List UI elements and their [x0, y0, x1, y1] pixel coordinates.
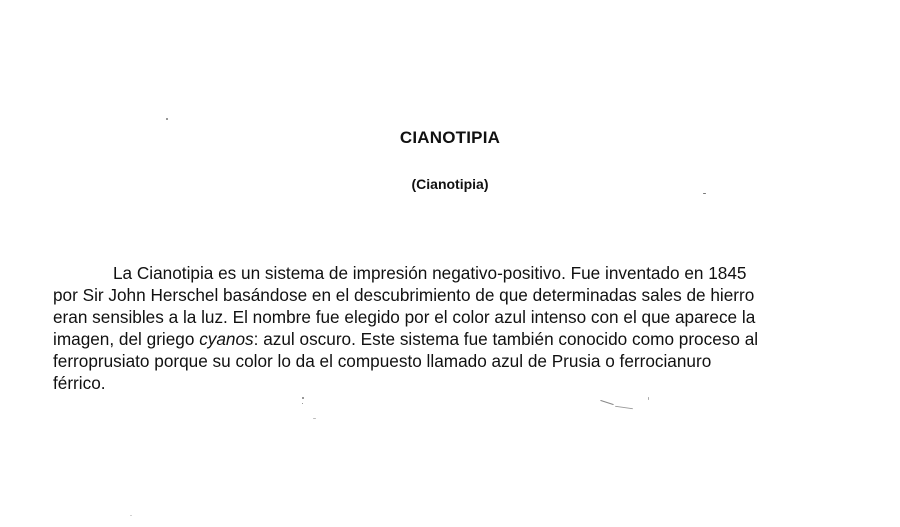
paragraph-line-2: por Sir John Herschel basándose en el descubrimiento de que determinadas sales de hierro — [53, 285, 755, 305]
scan-speck — [130, 515, 132, 516]
paragraph-line-1: La Cianotipia es un sistema de impresión negativo-positivo. Fue inventado en 1845 — [113, 263, 747, 283]
scan-speck — [648, 397, 649, 400]
scan-speck — [313, 418, 316, 419]
paragraph-line-4-start: imagen, del griego — [53, 329, 200, 349]
document-title: CIANOTIPIA — [399, 128, 501, 147]
greek-term: cyanos — [199, 329, 254, 349]
paragraph-line-3: eran sensibles a la luz. El nombre fue elegido por el color azul intenso con el que aparece la — [53, 307, 756, 327]
paragraph-line-6: férrico. — [53, 373, 106, 393]
document-subtitle: (Cianotipia) — [411, 176, 489, 192]
paragraph-line-5: ferroprusiato porque su color lo da el compuesto llamado azul de Prusia o ferrocianuro — [53, 351, 712, 371]
paragraph-line-4-end: : azul oscuro. Este sistema fue también conocido como proceso al — [253, 329, 759, 349]
scan-speck — [600, 400, 614, 405]
paragraph-line-4 — [53, 328, 853, 350]
scan-speck — [302, 403, 303, 404]
scan-speck — [703, 193, 706, 194]
scan-speck — [166, 118, 168, 120]
scan-speck — [615, 406, 633, 409]
scan-speck — [302, 397, 304, 399]
body-paragraph — [53, 262, 853, 394]
